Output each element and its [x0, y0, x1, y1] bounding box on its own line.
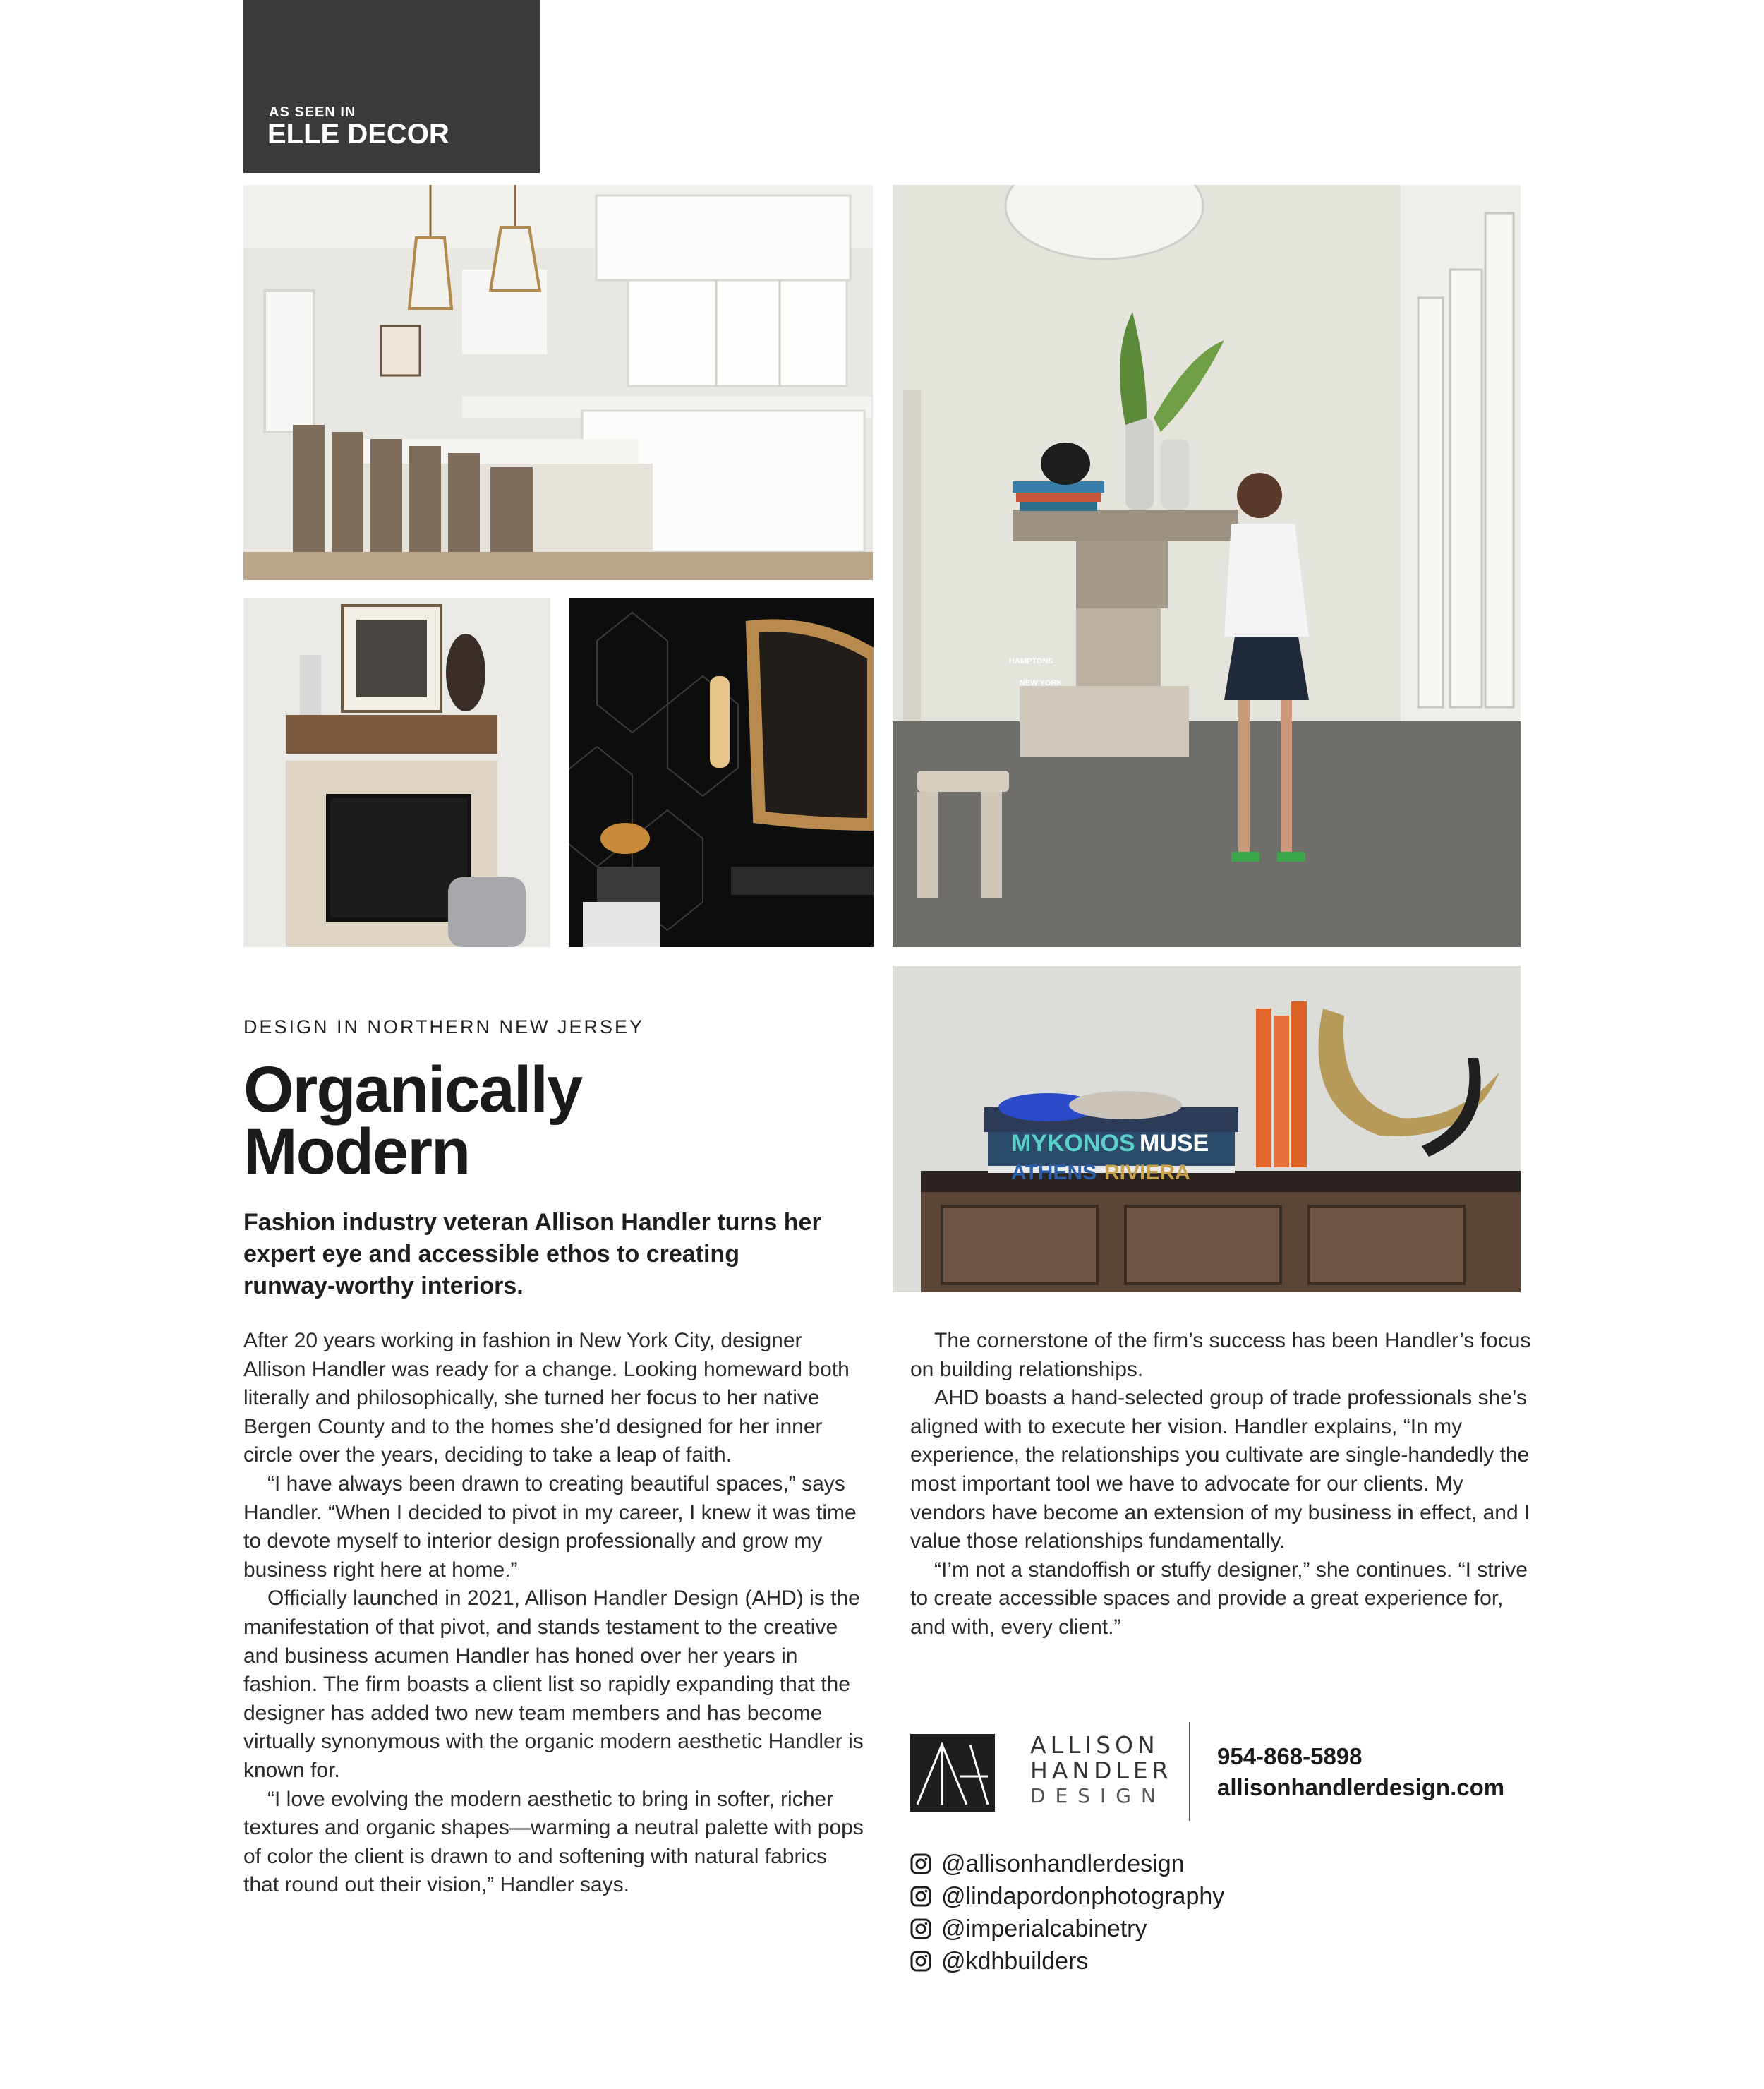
right-column — [910, 1327, 1531, 1642]
phone-number[interactable]: 954-868-5898 — [1217, 1743, 1363, 1769]
paragraph: After 20 years working in fashion in New York City, designer Allison Handler was ready for a change. Looking homeward both literally and philosophically, she turned her focus to her native Bergen County and to the homes she’d designed for her inner circle over the years, deciding to take a leap of faith. — [243, 1329, 850, 1467]
article-title — [243, 1054, 808, 1188]
logo-mark — [910, 1734, 995, 1812]
paragraph: “I have always been drawn to creating beautiful spaces,” says Handler. “When I decided to pivot in my career, I knew it was time to devote myself to interior design professionally and grow my business right here at home.” — [243, 1471, 857, 1582]
logo-line-2: HANDLER — [1030, 1757, 1173, 1784]
powder-room-photo — [569, 598, 874, 947]
social-handle: @imperialcabinetry — [941, 1915, 1147, 1942]
fireplace-photo — [243, 598, 550, 947]
website-link[interactable]: allisonhandlerdesign.com — [1217, 1774, 1505, 1800]
book-title-muse: MUSE — [1140, 1130, 1209, 1157]
social-handle: @lindapordonphotography — [941, 1882, 1225, 1910]
book-label-newyork: NEW YORK — [1020, 679, 1063, 687]
paragraph: “I’m not a standoffish or stuffy designer,” she continues. “I strive to create accessible spaces and provide a great experience for, and with, every client.” — [910, 1558, 1528, 1639]
instagram-icon — [910, 1918, 931, 1939]
as-seen-in-badge — [243, 0, 540, 173]
book-title-riviera: RIVIERA — [1104, 1161, 1190, 1184]
title-line-2: Modern — [243, 1116, 470, 1188]
social-handles — [910, 1848, 1224, 1977]
paragraph: “I love evolving the modern aesthetic to bring in softer, richer textures and organic shapes—warming a neutral palette with pops of color the client is drawn to and softening with natural fabrics that round out their vision,” Handler says. — [243, 1787, 864, 1897]
social-handle: @allisonhandlerdesign — [941, 1850, 1185, 1877]
contact-divider — [1189, 1722, 1190, 1821]
instagram-icon — [910, 1951, 931, 1972]
social-item[interactable] — [910, 1913, 1224, 1945]
logo-wordmark — [1030, 1733, 1173, 1809]
paragraph: The cornerstone of the firm’s success has been Handler’s focus on building relationships. — [910, 1329, 1531, 1381]
book-label-hamptons: HAMPTONS — [1009, 657, 1053, 666]
badge-magazine: ELLE DECOR — [267, 119, 449, 150]
section-label: DESIGN IN NORTHERN NEW JERSEY — [243, 1016, 645, 1037]
social-item[interactable] — [910, 1848, 1224, 1880]
paragraph: AHD boasts a hand-selected group of trade professionals she’s aligned with to execute her vision. Handler explains, “In my experience, the relationships you cultivate are single-handedly the most important tool we have to advocate for our clients. My vendors have become an extension of my business in effect, and I value those relationships fundamentally. — [910, 1386, 1530, 1553]
book-title-athens: ATHENS — [1011, 1161, 1097, 1184]
book-title-mykonos: MYKONOS — [1011, 1130, 1135, 1157]
article-subtitle: Fashion industry veteran Allison Handler turns her expert eye and accessible ethos to creating runway-worthy interiors. — [243, 1209, 821, 1299]
social-item[interactable] — [910, 1880, 1224, 1913]
instagram-icon — [910, 1886, 931, 1907]
title-line-1: Organically — [243, 1054, 582, 1126]
logo-line-3: DESIGN — [1030, 1784, 1166, 1807]
sideboard-photo — [893, 966, 1521, 1292]
instagram-icon — [910, 1853, 931, 1874]
paragraph: Officially launched in 2021, Allison Handler Design (AHD) is the manifestation of that pivot, and stands testament to the creative and business acumen Handler has honed over her years in fashion. The firm boasts a client list so rapidly expanding that the designer has added two new team members and has become virtually synonymous with the organic modern aesthetic Handler is known for. — [243, 1587, 864, 1782]
badge-kicker: AS SEEN IN — [269, 104, 356, 120]
kitchen-photo — [243, 185, 873, 580]
social-handle: @kdhbuilders — [941, 1947, 1089, 1975]
social-item[interactable] — [910, 1945, 1224, 1977]
designer-portrait-photo — [893, 185, 1521, 947]
left-column — [243, 1327, 864, 1900]
logo-line-1: ALLISON — [1030, 1731, 1159, 1759]
